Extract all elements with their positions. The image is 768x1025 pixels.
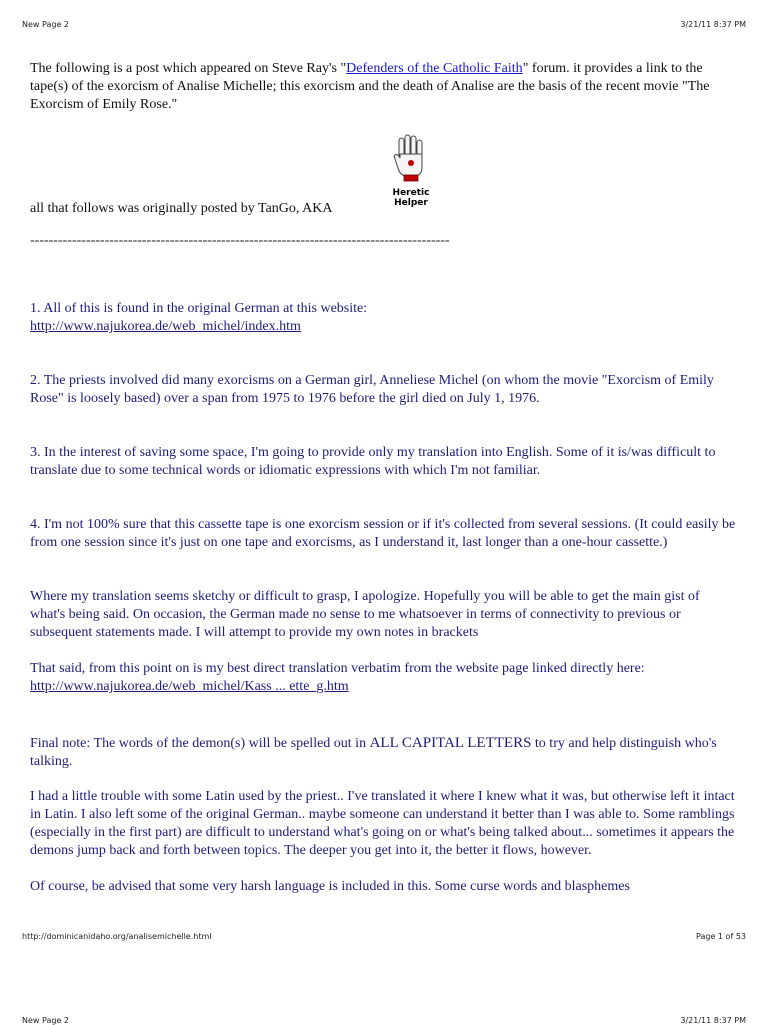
defenders-link[interactable]: Defenders of the Catholic Faith (346, 61, 523, 76)
page-header (22, 20, 746, 29)
intro-text-end: " forum. it provides a link to the tape(s) of the exorcism of Analise Michelle; this exorcism and the death of Analise are the basis of the recent movie "The Exorcism of Emily Rose." (30, 61, 710, 112)
intro-text-start: The following is a post which appeared on Steve Ray's " (30, 61, 347, 76)
item-1 (30, 300, 738, 336)
latin-note: I had a little trouble with some Latin used by the priest.. I've translated it where I knew what it was, but otherwise left it intact in Latin. I also left some of the original German.. maybe someone can understand it better than I was able to. Some ramblings (especially in the first part) are difficult to understand what's going on or what's being talked about... sometimes it appears the demons jump back and forth between topics. The deeper you get into it, the better it flows, however. (30, 789, 735, 858)
raised-hand-icon (391, 134, 431, 182)
translation-note: Where my translation seems sketchy or difficult to grasp, I apologize. Hopefully you will be able to get the main gist of what's being said. On occasion, the German made no sense to me whatsoever in terms of connectivity to previous or subsequent statements made. I will attempt to provide my own notes in brackets (30, 589, 700, 640)
item-1-text: 1. All of this is found in the original German at this website: (30, 301, 368, 316)
page-content (30, 60, 738, 894)
aka-line: all that follows was originally posted by TanGo, AKA (30, 201, 333, 216)
final-note (30, 734, 738, 771)
intro-paragraph (30, 60, 738, 114)
item-4: 4. I'm not 100% sure that this cassette tape is one exorcism session or if it's collected from several sessions. (It could easily be from one session since it's just on one tape and exorcisms, as I understand it, last longer than a one-hour cassette.) (30, 517, 736, 550)
item-2: 2. The priests involved did many exorcisms on a German girl, Anneliese Michel (on whom the movie "Exorcism of Emily Rose" is loosely based) over a span from 1975 to 1976 before the girl died on July 1, 1976. (30, 373, 714, 406)
final-note-caps: ALL CAPITAL LETTERS (369, 735, 532, 751)
verbatim-note (30, 660, 738, 696)
header-title: New Page 2 (22, 20, 69, 29)
separator-dashes: ------------------------------------------------------------------------------------------ (30, 233, 450, 248)
next-header-title: New Page 2 (22, 1016, 69, 1025)
footer-page-number: Page 1 of 53 (696, 932, 746, 941)
item-3: 3. In the interest of saving some space, I'm going to provide only my translation into English. Some of it is/was difficult to translate due to some technical words or idiomatic expressions with which I'm not familiar. (30, 445, 716, 478)
badge-caption-line1: Heretic (392, 188, 430, 198)
final-note-end: to try and help distinguish who's talking. (30, 736, 717, 769)
najukorea-kassette-link[interactable]: http://www.najukorea.de/web_michel/Kass ... ette_g.htm (30, 679, 349, 694)
najukorea-index-link[interactable]: http://www.najukorea.de/web_michel/index.htm (30, 319, 301, 334)
heretic-helper-badge[interactable] (386, 134, 436, 208)
page-footer (22, 932, 746, 941)
footer-url: http://dominicanidaho.org/analisemichelle.html (22, 932, 212, 941)
final-note-start: Final note: The words of the demon(s) will be spelled out in (30, 736, 370, 751)
verbatim-text: That said, from this point on is my best direct translation verbatim from the website page linked directly here: (30, 661, 645, 676)
language-warning: Of course, be advised that some very harsh language is included in this. Some curse words and blasphemes (30, 879, 630, 894)
badge-caption-line2: Helper (394, 198, 428, 208)
header-datetime: 3/21/11 8:37 PM (680, 20, 746, 29)
next-header-datetime: 3/21/11 8:37 PM (680, 1016, 746, 1025)
